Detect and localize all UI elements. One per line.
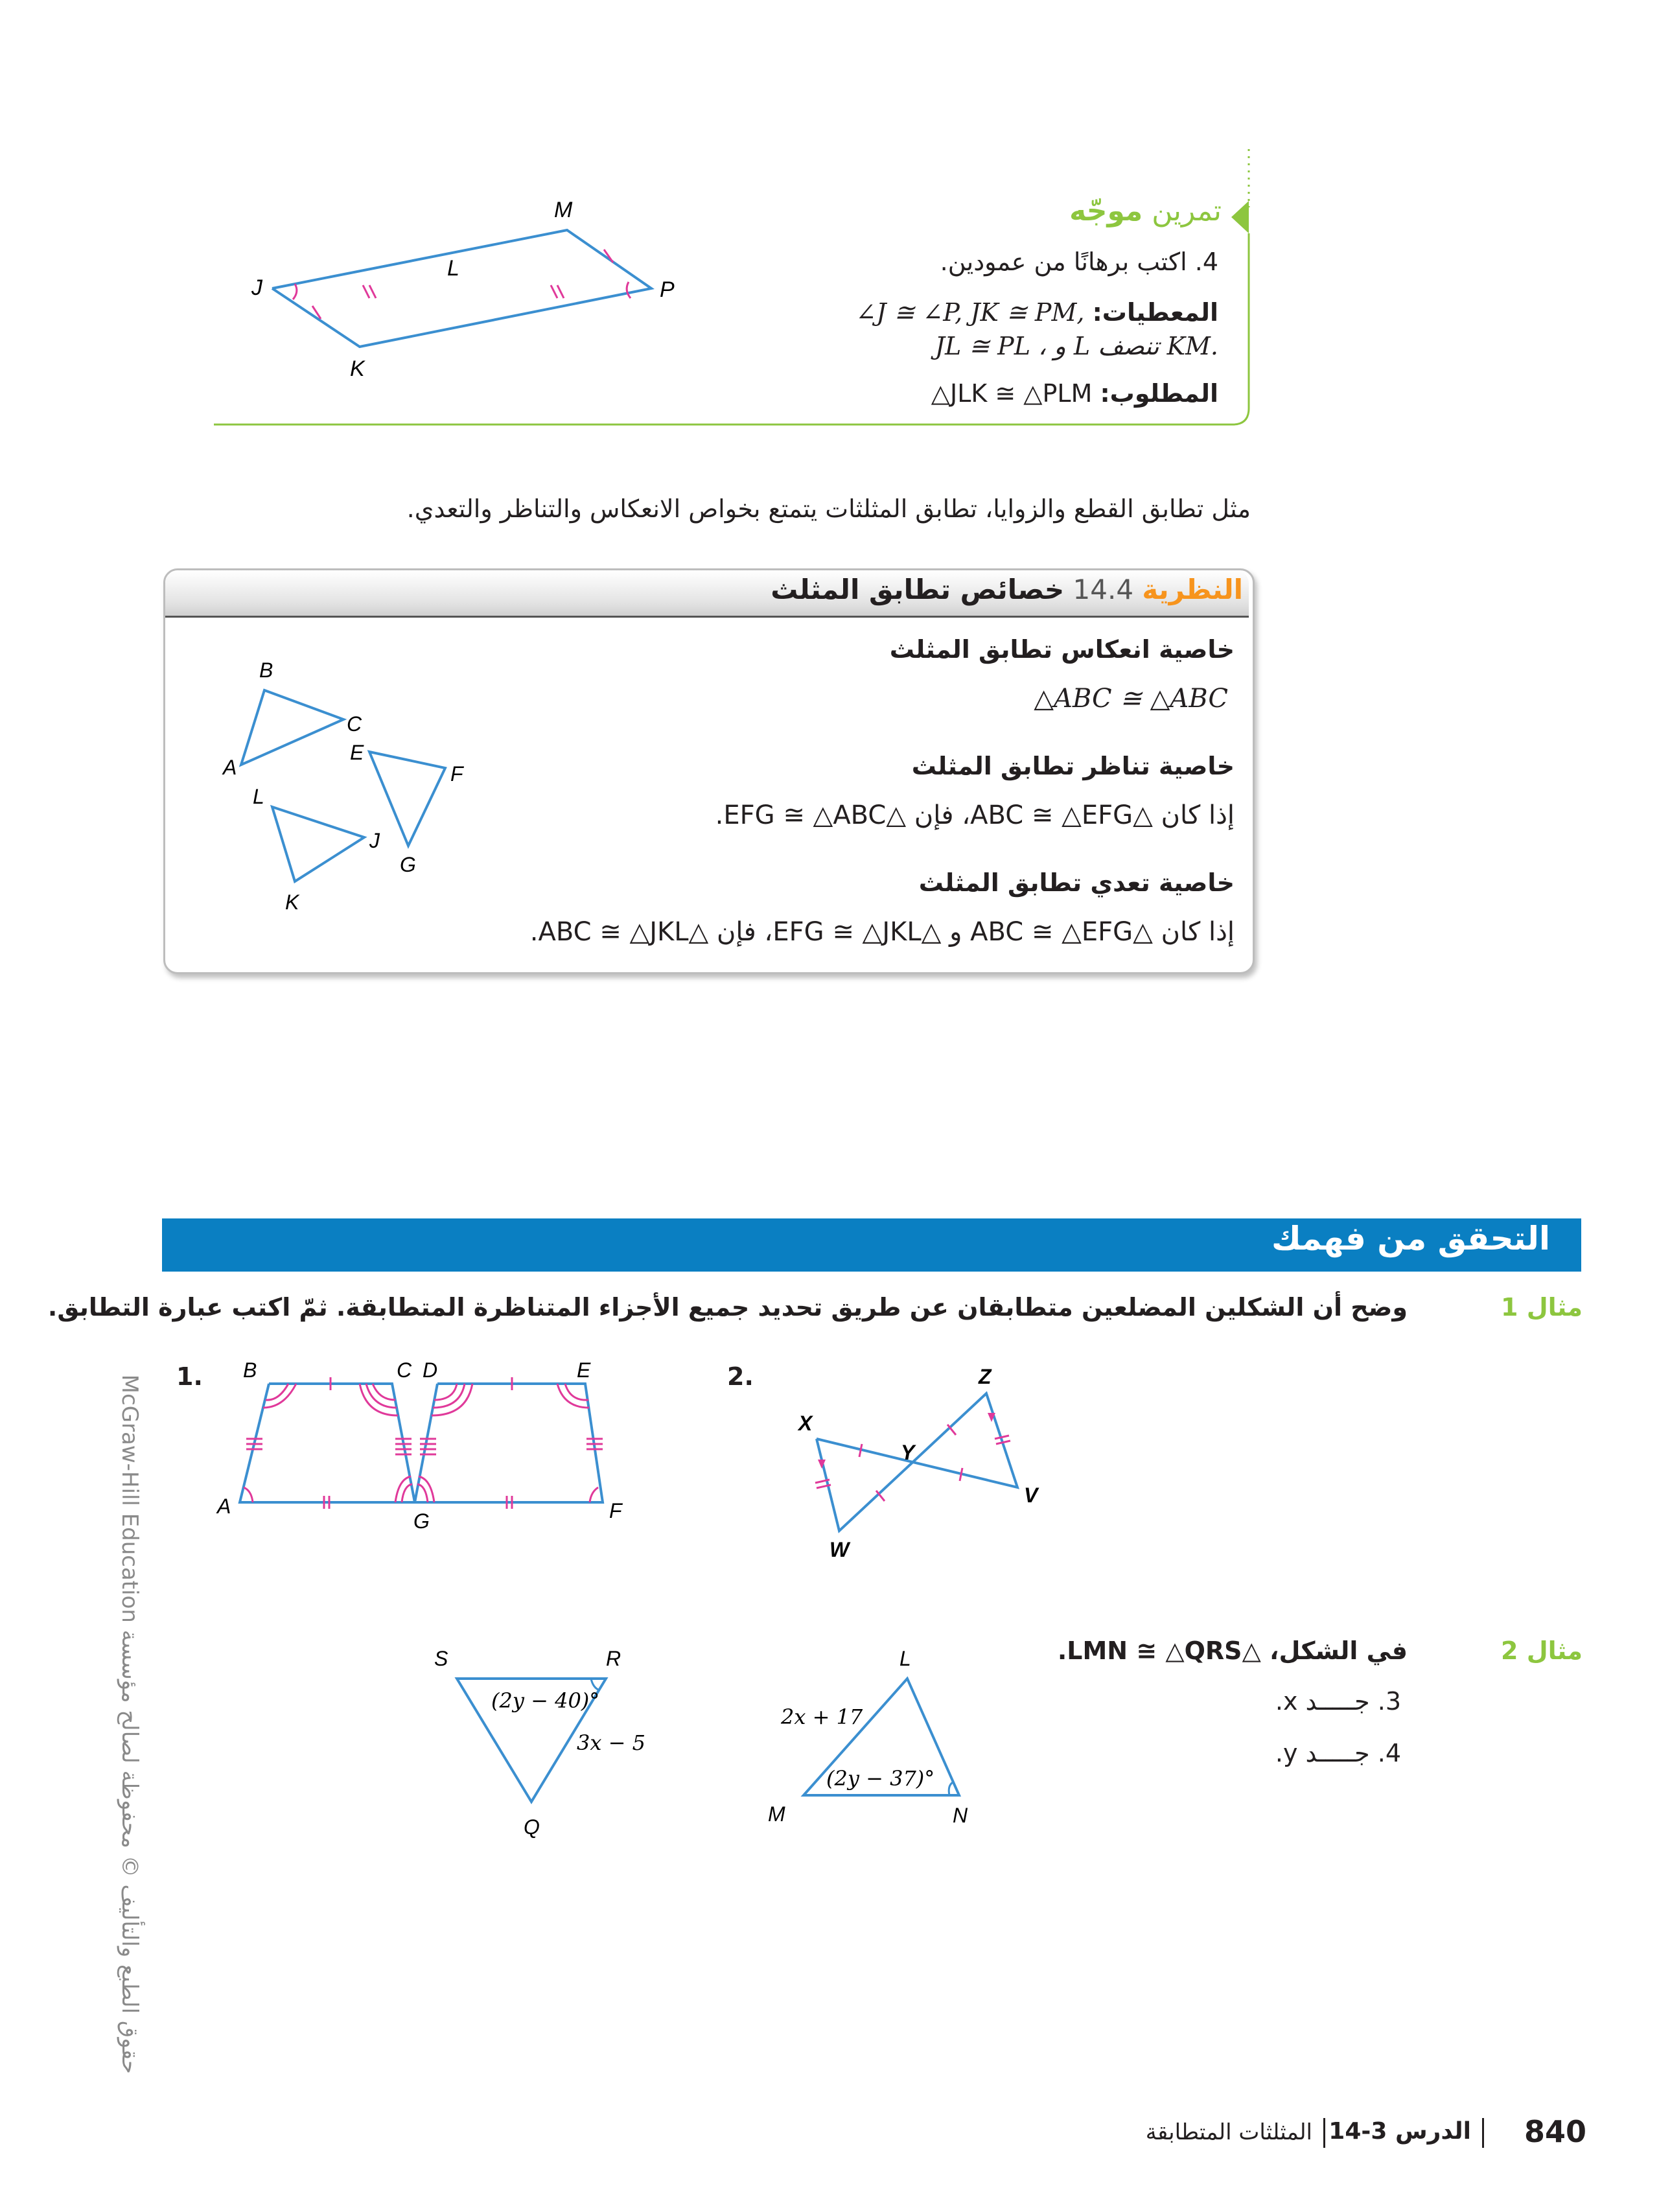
reflexive-property-statement: △ABC ≅ △ABC (1034, 684, 1228, 714)
footer-divider-1 (1482, 2118, 1484, 2148)
guided-title-part1: تمرين (1152, 194, 1222, 227)
example-1-instruction: وضح أن الشكلين المضلعين متطابقان عن طريق تحديد جميع الأجزاء المتناظرة المتطابقة. ثمّ اكتب عبارة التطابق. (47, 1293, 1408, 1321)
guided-practice-title (1069, 194, 1222, 227)
theorem-triangles-figure (220, 648, 493, 933)
example-2-instruction: في الشكل، △LMN ≅ △QRS. (1057, 1636, 1408, 1665)
label-K: K (350, 356, 365, 381)
label-D: D (423, 1358, 438, 1382)
label-N: N (953, 1804, 968, 1827)
check-understanding-title: التحقق من فهمك (1271, 1220, 1550, 1257)
prove-label: المطلوب: (1100, 379, 1218, 408)
label-K: K (285, 891, 299, 914)
label-G: G (413, 1509, 430, 1533)
problem-1-number: 1. (176, 1362, 203, 1391)
label-X: X (798, 1412, 813, 1435)
label-A: A (223, 756, 237, 779)
footer-topic: المثلثات المتطابقة (1145, 2119, 1312, 2145)
page-number: 840 (1524, 2114, 1586, 2149)
label-W: W (830, 1538, 850, 1561)
footer-lesson: الدرس 3-14 (1328, 2118, 1471, 2145)
example-2-label: مثال 2 (1501, 1636, 1583, 1665)
copyright-side-text: حقوق الطبع والتأليف © محفوظة لصالح مؤسسة McGraw-Hill Education (117, 1374, 143, 2074)
given-label: المعطيات: (1092, 298, 1218, 327)
guided-title-part2: موجّه (1069, 194, 1143, 227)
triangle-qrs-figure (415, 1640, 687, 1847)
label-J: J (251, 275, 262, 300)
intro-paragraph: مثل تطابق القطع والزوايا، تطابق المثلثات يتمتع بخواص الانعكاس والتناظر والتعدي. (406, 495, 1251, 523)
problem-2-triangles-figure (778, 1348, 1069, 1568)
label-V: V (1024, 1484, 1038, 1507)
label-B: B (259, 658, 273, 682)
theorem-keyword: النظرية (1142, 574, 1243, 605)
label-C: C (397, 1358, 412, 1382)
label-R: R (606, 1647, 621, 1670)
transitive-property-title: خاصية تعدي تطابق المثلث (918, 868, 1235, 897)
label-C: C (347, 712, 362, 736)
theorem-name: خصائص تطابق المثلث (771, 574, 1065, 605)
bowtie-triangles-figure (240, 188, 693, 395)
example-1-label: مثال 1 (1501, 1293, 1583, 1321)
label-A: A (217, 1495, 231, 1518)
label-M: M (768, 1802, 785, 1826)
exercise-3: 3. جـــــد x. (1275, 1687, 1401, 1716)
exercise-4-instruction: 4. اكتب برهانًا من عمودين. (940, 248, 1218, 276)
label-F: F (450, 762, 463, 786)
reflexive-property-title: خاصية انعكاس تطابق المثلث (889, 635, 1235, 664)
footer-divider-2 (1323, 2118, 1325, 2148)
prove-row (931, 379, 1218, 408)
prove-statement: △JLK ≅ △PLM (931, 379, 1093, 408)
exercise-4: 4. جـــــد y. (1275, 1739, 1401, 1767)
problem-1-quadrilaterals-figure (207, 1348, 661, 1555)
given-statement-1: ∠J ≅ ∠P, JK ≅ PM, (855, 298, 1085, 327)
theorem-title (771, 574, 1243, 605)
problem-2-number: 2. (727, 1362, 754, 1391)
label-E: E (577, 1358, 591, 1382)
label-Q: Q (524, 1815, 540, 1839)
lmn-angle-expression: (2y − 37)° (826, 1766, 935, 1791)
label-J: J (369, 829, 380, 852)
qrs-side-expression: 3x − 5 (577, 1730, 645, 1755)
label-L: L (447, 256, 459, 281)
given-row-1 (855, 298, 1218, 327)
label-L: L (899, 1647, 911, 1670)
qrs-angle-expression: (2y − 40)° (491, 1688, 600, 1713)
label-B: B (243, 1358, 257, 1382)
label-S: S (434, 1647, 448, 1670)
theorem-number: 14.4 (1073, 574, 1134, 605)
label-Z: Z (979, 1365, 992, 1388)
symmetric-property-statement: إذا كان △ABC ≅ △EFG، فإن △EFG ≅ △ABC. (715, 800, 1235, 830)
label-F: F (609, 1499, 622, 1522)
lmn-side-expression: 2x + 17 (781, 1705, 863, 1729)
triangle-lmn-figure (765, 1640, 1037, 1847)
transitive-property-statement: إذا كان △ABC ≅ △EFG و △EFG ≅ △JKL، فإن △ABC ≅ △JKL. (529, 917, 1235, 947)
label-L: L (253, 785, 264, 808)
given-statement-2: JL ≅ PL ، و L تنصف KM. (934, 332, 1218, 360)
label-Y: Y (901, 1441, 915, 1464)
symmetric-property-title: خاصية تناظر تطابق المثلث (911, 752, 1235, 780)
label-E: E (350, 741, 364, 764)
label-M: M (554, 198, 573, 222)
label-G: G (400, 853, 416, 876)
label-P: P (660, 277, 675, 302)
